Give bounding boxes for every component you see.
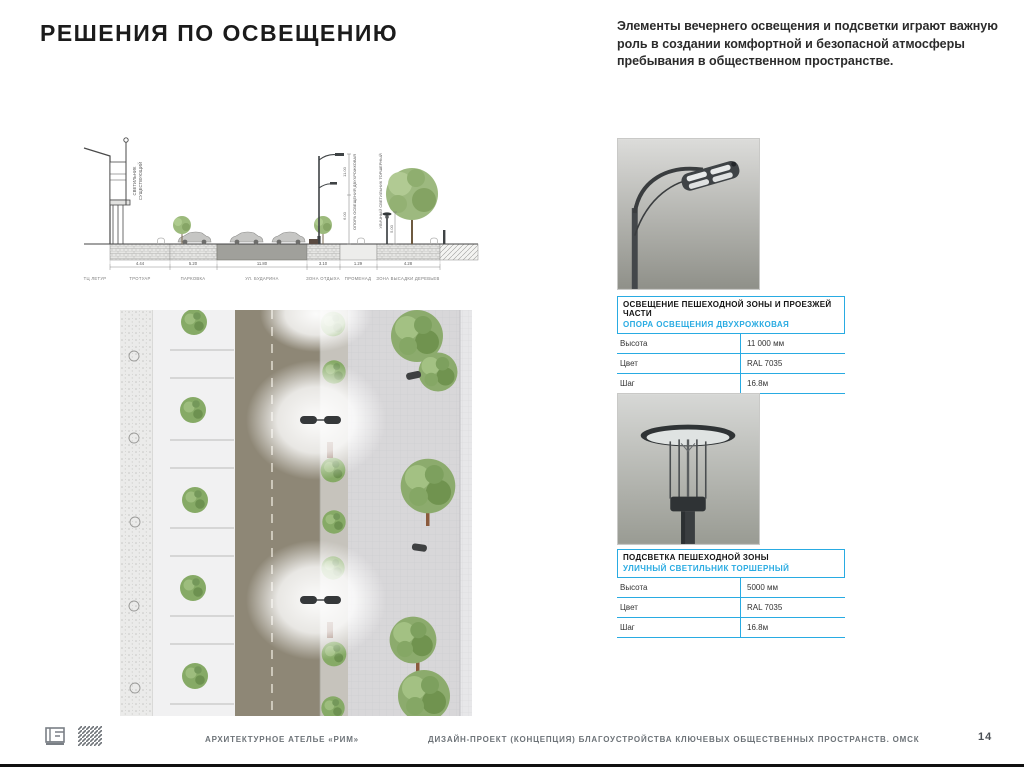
- tree-icon: [180, 397, 206, 423]
- footer-studio-name: АРХИТЕКТУРНОЕ АТЕЛЬЕ «РИМ»: [205, 735, 359, 744]
- spec-label: Высота: [620, 583, 648, 592]
- zone-label: ТРОТУАР: [129, 276, 151, 281]
- spec-row: [617, 354, 845, 374]
- footer-project-name: ДИЗАЙН-ПРОЕКТ (КОНЦЕПЦИЯ) БЛАГОУСТРОЙСТВА КЛЮЧЕВЫХ ОБЩЕСТВЕННЫХ ПРОСТРАНСТВ. ОМСК: [428, 735, 920, 744]
- height-11: 11.00: [342, 167, 347, 177]
- tree-icon: [182, 487, 208, 513]
- lamp-head-icon: [335, 153, 344, 156]
- spec-subtitle: ОПОРА ОСВЕЩЕНИЯ ДВУХРОЖКОВАЯ: [623, 320, 790, 329]
- spec-row: [617, 334, 845, 354]
- spec-table-pole: [617, 296, 845, 394]
- spec-row: [617, 618, 845, 638]
- dim-value: 4.44: [135, 261, 145, 266]
- spec-table-torchere: [617, 549, 845, 638]
- bush-icon: [430, 238, 437, 244]
- spec-value: 16.8м: [740, 618, 845, 637]
- bench-icon: [309, 239, 318, 244]
- zone-label: ЗОНА ОТДЫХА: [306, 276, 340, 281]
- dim-value: 4.28: [403, 261, 413, 266]
- height-5: 5.00: [389, 225, 394, 233]
- spec-value: 5000 мм: [740, 578, 845, 597]
- spec-label: Шаг: [620, 379, 635, 388]
- big-tree-icon: [390, 617, 437, 664]
- spec-row: [617, 578, 845, 598]
- bush-icon: [357, 238, 364, 244]
- zone-label: УЛ. БУДАРИНА: [245, 276, 279, 281]
- torchere-label: УЛИЧНЫЙ СВЕТИЛЬНИК ТОРШЕРНЫЙ: [378, 153, 383, 229]
- parking-strip: [153, 310, 235, 716]
- spec-label: Цвет: [620, 603, 638, 612]
- tree-icon: [322, 510, 345, 533]
- spec-table-header: [617, 549, 845, 578]
- spec-row: [617, 374, 845, 394]
- street-lighting-plan-view: [120, 310, 472, 716]
- pole-height-dimension: [347, 154, 351, 244]
- car-icon: [272, 232, 305, 244]
- bollard-icon: [443, 230, 445, 244]
- page-number: 14: [978, 731, 993, 743]
- spec-table-header: [617, 296, 845, 334]
- spec-label: Шаг: [620, 623, 635, 632]
- zone-label: ПРОМЕНАД: [344, 276, 372, 281]
- spec-title: ОСВЕЩЕНИЕ ПЕШЕХОДНОЙ ЗОНЫ И ПРОЕЗЖЕЙ ЧАСТИ: [623, 300, 832, 318]
- street-cross-section-drawing: [82, 126, 480, 304]
- right-walkway: [460, 310, 472, 716]
- spec-value: RAL 7035: [740, 354, 845, 373]
- building-label-1: СВЕТИЛЬНИК: [132, 166, 137, 196]
- spec-value: RAL 7035: [740, 598, 845, 617]
- dimension-chain: [110, 260, 440, 270]
- pole-label: ОПОРА ОСВЕЩЕНИЯ ДВУХРОЖКОВАЯ: [352, 153, 357, 231]
- page-title: РЕШЕНИЯ ПО ОСВЕЩЕНИЮ: [40, 20, 399, 46]
- road-surface: [217, 244, 307, 260]
- spec-label: Высота: [620, 339, 648, 348]
- zone-label: ЗОНА ВЫСАДКИ ДЕРЕВЬЕВ: [376, 276, 440, 281]
- spec-title: ПОДСВЕТКА ПЕШЕХОДНОЙ ЗОНЫ: [623, 553, 769, 562]
- dim-value: 3.10: [318, 261, 328, 266]
- spec-value: 11 000 мм: [740, 334, 845, 353]
- dim-value: 11.80: [256, 261, 268, 266]
- car-icon: [230, 232, 263, 244]
- tree-icon: [180, 575, 206, 601]
- bush-icon: [157, 238, 164, 244]
- spec-label: Цвет: [620, 359, 638, 368]
- spec-row: [617, 598, 845, 618]
- height-6: 6.00: [342, 212, 347, 220]
- footer-logos: [44, 726, 102, 746]
- lamp-head-icon: [330, 182, 337, 185]
- sidewalk-strip: [120, 310, 153, 716]
- dim-value: 5.20: [188, 261, 198, 266]
- building-label-2: СУЩЕСТВУЮЩИЙ: [138, 161, 143, 201]
- torchere-street-lamp-photo: [617, 393, 760, 545]
- hatch-logo-icon: [78, 726, 102, 746]
- zone-label: ПАРКОВКА: [180, 276, 206, 281]
- building-section: [84, 138, 130, 244]
- studio-logo-icon: [44, 726, 66, 746]
- intro-paragraph: Элементы вечернего освещения и подсветки играют важную роль в создании комфортной и безопасной атмосферы пребывания в общественном пространстве.: [617, 19, 998, 68]
- big-tree-icon: [401, 459, 456, 514]
- spec-subtitle: УЛИЧНЫЙ СВЕТИЛЬНИК ТОРШЕРНЫЙ: [623, 564, 790, 573]
- double-arm-street-lamp-photo: [617, 138, 760, 290]
- facade-light-icon: [124, 138, 128, 142]
- ground-band: [84, 244, 478, 260]
- dim-value: 1.29: [353, 261, 363, 266]
- tree-icon: [181, 310, 207, 335]
- zone-label: ТЦ ЛЕТУР: [83, 276, 107, 281]
- big-tree-icon: [419, 353, 458, 392]
- spec-value: 16.8м: [740, 374, 845, 393]
- tree-icon: [182, 663, 208, 689]
